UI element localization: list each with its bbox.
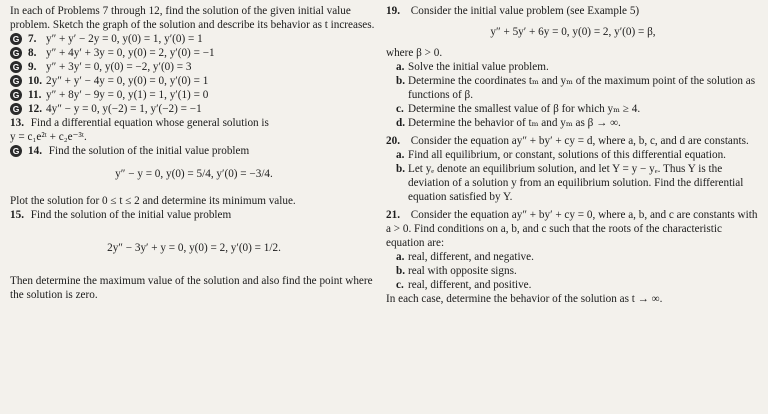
sub-part-label: b. xyxy=(396,75,406,87)
sub-part-label: c. xyxy=(396,103,404,115)
problem-20-parts xyxy=(386,148,760,204)
sub-part-text: Let yₑ denote an equilibrium solution, and let Y = y − yₑ. Thus Y is the deviation of a solution y from an equilibrium solution. Find the differential equation satisfied by Y. xyxy=(408,163,744,203)
graphing-icon: G xyxy=(10,103,22,115)
sub-part-label: b. xyxy=(396,163,406,175)
problem-19-text: Consider the initial value problem (see Example 5) xyxy=(410,5,640,17)
sub-part xyxy=(386,264,760,278)
problem-13-solution: y = c₁e²ᵗ + c₂e⁻³ᵗ. xyxy=(10,131,87,143)
problem-15-number: 15. xyxy=(10,209,24,221)
problem-equation: y″ + 4y′ + 3y = 0, y(0) = 2, y′(0) = −1 xyxy=(46,47,215,59)
problem-equation: 4y″ − y = 0, y(−2) = 1, y′(−2) = −1 xyxy=(46,103,202,115)
problem-14 xyxy=(10,144,378,158)
sub-part-label: d. xyxy=(396,117,406,129)
sub-part-label: a. xyxy=(396,149,405,161)
problem-21 xyxy=(386,208,760,250)
problem-number: 11. xyxy=(28,89,42,101)
sub-part-text: Determine the behavior of tₘ and yₘ as β → ∞. xyxy=(408,117,621,129)
graphing-icon: G xyxy=(10,89,22,101)
problem-14-equation: y″ − y = 0, y(0) = 5/4, y′(0) = −3/4. xyxy=(115,168,273,180)
graphing-icon: G xyxy=(10,47,22,59)
problem-13-number: 13. xyxy=(10,117,24,129)
problem-number: 8. xyxy=(28,47,37,59)
problem-row xyxy=(10,46,378,60)
sub-part-label: a. xyxy=(396,61,405,73)
problem-21-number: 21. xyxy=(386,209,400,221)
sub-part-text: Find all equilibrium, or constant, solutions of this differential equation. xyxy=(408,149,726,161)
problem-number: 12. xyxy=(28,103,42,115)
sub-part-label: b. xyxy=(396,265,406,277)
graphing-icon: G xyxy=(10,33,22,45)
right-column xyxy=(386,4,760,306)
sub-part-text: real, different, and negative. xyxy=(408,251,534,263)
sub-part-text: Determine the smallest value of β for which yₘ ≥ 4. xyxy=(408,103,641,115)
problem-number: 10. xyxy=(28,75,42,87)
problem-equation: y″ + 3y′ = 0, y(0) = −2, y′(0) = 3 xyxy=(46,61,192,73)
problem-row xyxy=(10,32,378,46)
problem-20-text: Consider the equation ay″ + by′ + cy = d, where a, b, c, and d are constants. xyxy=(410,135,749,147)
problem-number: 9. xyxy=(28,61,37,73)
problem-14-followup: Plot the solution for 0 ≤ t ≤ 2 and determine its minimum value. xyxy=(10,195,296,207)
problem-13-text: Find a differential equation whose general solution is xyxy=(30,117,269,129)
sub-part-label: c. xyxy=(396,279,404,291)
sub-part-text: Determine the coordinates tₘ and yₘ of the maximum point of the solution as functions of β. xyxy=(408,75,756,101)
problem-row xyxy=(10,74,378,88)
problem-20 xyxy=(386,134,760,148)
sub-part xyxy=(386,148,760,162)
problem-equation: 2y″ + y′ − 4y = 0, y(0) = 0, y′(0) = 1 xyxy=(46,75,209,87)
intro-text: In each of Problems 7 through 12, find the solution of the given initial value problem. Sketch the graph of the solution and describe its behavior as t increases. xyxy=(10,5,375,31)
sub-part xyxy=(386,116,760,130)
problem-19 xyxy=(386,4,760,18)
problem-equation: y″ + 8y′ − 9y = 0, y(1) = 1, y′(1) = 0 xyxy=(46,89,209,101)
problem-15-equation: 2y″ − 3y′ + y = 0, y(0) = 2, y′(0) = 1/2. xyxy=(107,242,281,254)
problem-20-number: 20. xyxy=(386,135,400,147)
problem-list-7-12 xyxy=(10,32,378,116)
sub-part xyxy=(386,74,760,102)
problem-19-number: 19. xyxy=(386,5,400,17)
graphing-icon: G xyxy=(10,61,22,73)
sub-part-text: real, different, and positive. xyxy=(408,279,532,291)
sub-part-label: a. xyxy=(396,251,405,263)
problem-15-text: Find the solution of the initial value problem xyxy=(30,209,232,221)
problem-19-equation: y″ + 5y′ + 6y = 0, y(0) = 2, y′(0) = β, xyxy=(490,26,656,38)
graphing-icon: G xyxy=(10,75,22,87)
problem-row xyxy=(10,60,378,74)
problem-15 xyxy=(10,208,378,222)
problem-row xyxy=(10,88,378,102)
sub-part-text: real with opposite signs. xyxy=(408,265,517,277)
problem-row xyxy=(10,102,378,116)
sub-part xyxy=(386,102,760,116)
sub-part xyxy=(386,278,760,292)
graphing-icon: G xyxy=(10,145,22,157)
problem-14-text: Find the solution of the initial value problem xyxy=(48,145,250,157)
left-column xyxy=(10,4,378,302)
problem-21-parts xyxy=(386,250,760,292)
sub-part xyxy=(386,60,760,74)
problem-21-text: Consider the equation ay″ + by′ + cy = 0, where a, b, and c are constants with a > 0. Find conditions on a, b, and c such that the roots of the characteristic equation are: xyxy=(386,209,758,249)
problem-19-where: where β > 0. xyxy=(386,47,443,59)
sub-part-text: Solve the initial value problem. xyxy=(408,61,549,73)
problem-13 xyxy=(10,116,378,130)
problem-number: 7. xyxy=(28,33,37,45)
problem-equation: y″ + y′ − 2y = 0, y(0) = 1, y′(0) = 1 xyxy=(46,33,203,45)
problem-14-number: 14. xyxy=(28,145,42,157)
problem-21-followup: In each case, determine the behavior of the solution as t → ∞. xyxy=(386,293,663,305)
problem-19-parts xyxy=(386,60,760,130)
sub-part xyxy=(386,250,760,264)
problem-15-followup: Then determine the maximum value of the solution and also find the point where the solution is zero. xyxy=(10,275,373,301)
sub-part xyxy=(386,162,760,204)
